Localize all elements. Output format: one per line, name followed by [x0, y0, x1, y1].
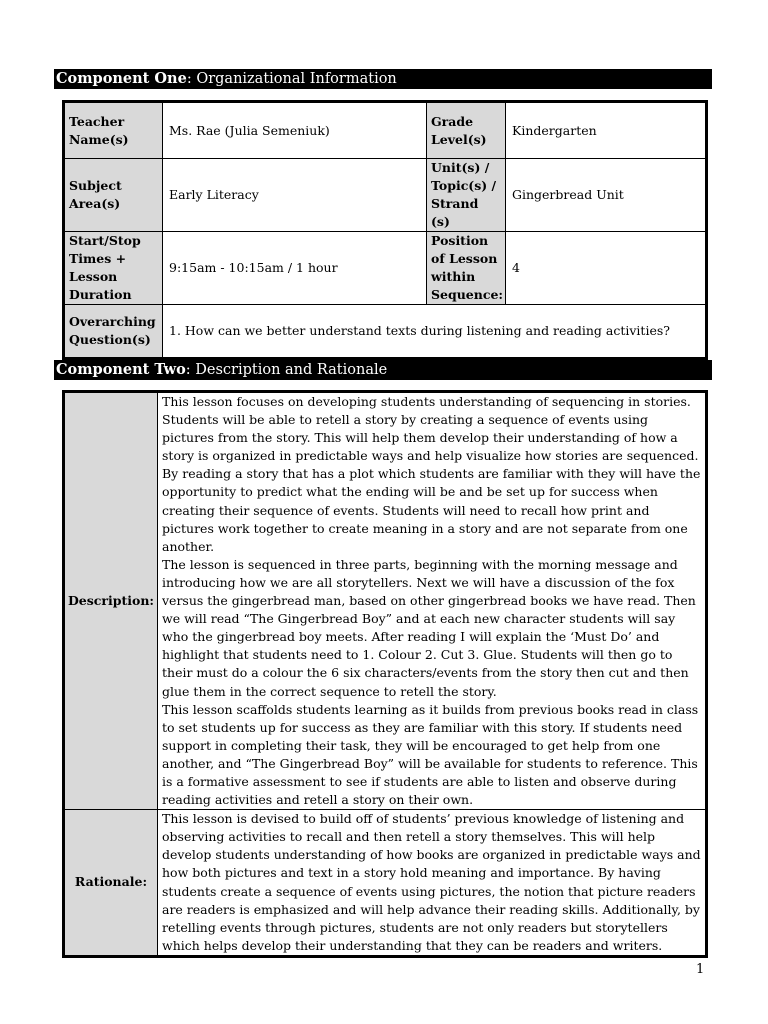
component-one-heading [54, 69, 712, 89]
rationale-paragraph: This lesson is devised to build off of students’ previous knowledge of listening and observing activities to recall and then retell a story themselves. This will help develop students understanding of how books are organized in predictable ways and how both pictures and text in a story hold meaning and importance. By having students create a sequence of events using pictures, the notion that picture readers are readers is emphasized and will help advance their reading skills. Additionally, by retelling events through pictures, students are not only readers but storytellers which helps develop their understanding that they can be readers and writers. [162, 811, 701, 953]
table-row [64, 810, 707, 957]
page-number: 1 [696, 962, 705, 977]
teacher-name-value: Ms. Rae (Julia Semeniuk) [163, 102, 427, 159]
description-paragraph: This lesson scaffolds students learning as it builds from previous books read in class to set students up for success as they are familiar with this story. If students need support in completing their task, they will be encouraged to get help from one another, and “The Gingerbread Boy” will be available for students to reference. This is a formative assessment to see if students are able to listen and observe during reading activities and retell a story on their own. [162, 701, 699, 808]
start-stop-label: Start/Stop Times + Lesson Duration [64, 232, 163, 305]
table-row [64, 305, 707, 359]
unit-topic-value: Gingerbread Unit [506, 159, 707, 232]
table-row [64, 392, 707, 810]
table-row [64, 159, 707, 232]
overarching-question-label: Overarching Question(s) [64, 305, 163, 359]
table-row [64, 102, 707, 159]
description-label: Description: [64, 392, 158, 810]
description-text [158, 392, 707, 810]
position-label: Position of Lesson within Sequence: [427, 232, 506, 305]
subject-area-label: Subject Area(s) [64, 159, 163, 232]
organizational-info-table [62, 100, 708, 360]
rationale-label: Rationale: [64, 810, 158, 957]
component-one-heading-rest: : Organizational Information [186, 71, 397, 87]
component-one-heading-bold: Component One [56, 70, 187, 87]
component-two-heading [54, 360, 712, 380]
position-value: 4 [506, 232, 707, 305]
subject-area-value: Early Literacy [163, 159, 427, 232]
grade-level-value: Kindergarten [506, 102, 707, 159]
component-two-heading-rest: : Description and Rationale [185, 362, 388, 378]
description-rationale-table [62, 390, 708, 958]
description-paragraph: This lesson focuses on developing students understanding of sequencing in stories. Students will be able to retell a story by creating a sequence of events using pictures from the story. This will help them develop their understanding of how a story is organized in predictable ways and help visualize how stories are sequenced. By reading a story that has a plot which students are familiar with they will have the opportunity to predict what the ending will be and be set up for success when creating their sequence of events. Students will need to recall how print and pictures work together to create meaning in a story and are not separate from one another. [162, 394, 701, 554]
description-paragraph: The lesson is sequenced in three parts, beginning with the morning message and introducing how we are all storytellers. Next we will have a discussion of the fox versus the gingerbread man, based on other gingerbread books we have read. Then we will read “The Gingerbread Boy” and at each new character students will say who the gingerbread boy meets. After reading I will explain the ‘Must Do’ and highlight that students need to 1. Colour 2. Cut 3. Glue. Students will then go to their must do a colour the 6 six characters/events from the story then cut and then glue them in the correct sequence to retell the story. [162, 556, 696, 699]
grade-level-label: Grade Level(s) [427, 102, 506, 159]
overarching-question-value: 1. How can we better understand texts during listening and reading activities? [163, 305, 707, 359]
rationale-text [158, 810, 707, 957]
unit-topic-label: Unit(s) / Topic(s) / Strand (s) [427, 159, 506, 232]
teacher-name-label: Teacher Name(s) [64, 102, 163, 159]
component-two-heading-bold: Component Two [56, 361, 186, 378]
start-stop-value: 9:15am - 10:15am / 1 hour [163, 232, 427, 305]
table-row [64, 232, 707, 305]
